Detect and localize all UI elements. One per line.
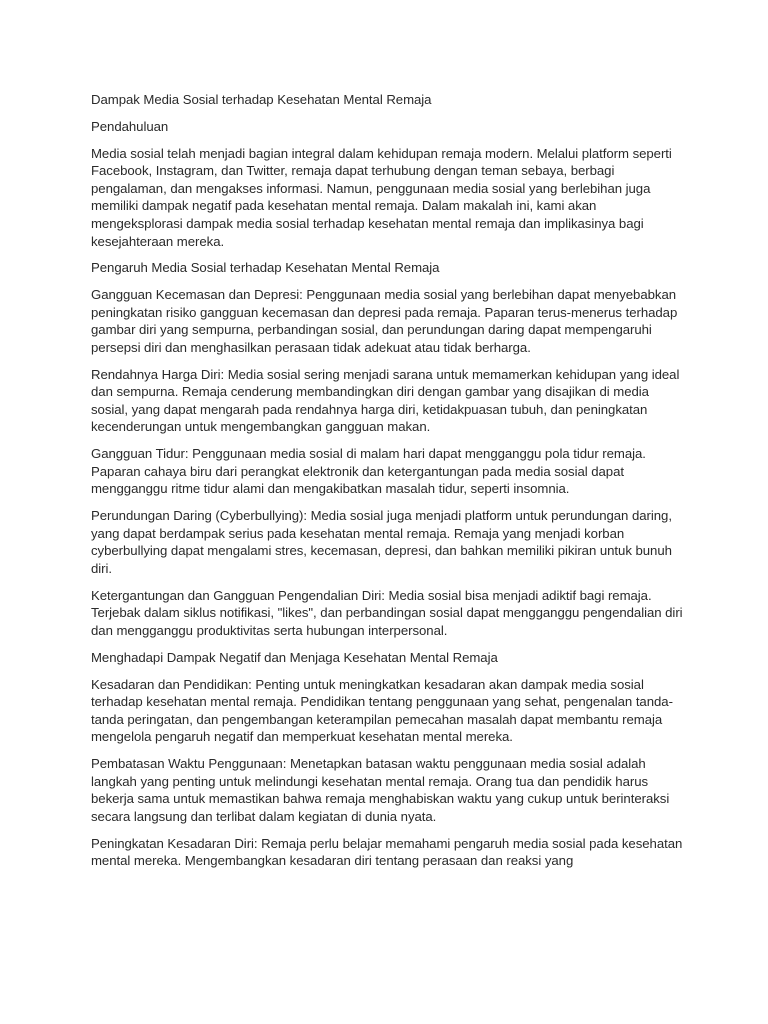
paragraph-addiction: Ketergantungan dan Gangguan Pengendalian Diri: Media sosial bisa menjadi adiktif bagi remaja. Terjebak dalam siklus notifikasi, "likes", dan perbandingan sosial dapat mengganggu pengendalian diri dan mengganggu produktivitas serta hubungan interpersonal. — [91, 587, 683, 638]
paragraph-time-limit: Pembatasan Waktu Penggunaan: Menetapkan batasan waktu penggunaan media sosial adalah langkah yang penting untuk melindungi kesehatan mental remaja. Orang tua dan pendidik harus bekerja sama untuk memastikan bahwa remaja menghabiskan waktu yang cukup untuk berinteraksi secara langsung dan terlibat dalam kegiatan di dunia nyata. — [91, 756, 670, 824]
section-heading-introduction: Pendahuluan — [91, 118, 169, 134]
paragraph-awareness-education: Kesadaran dan Pendidikan: Penting untuk meningkatkan kesadaran akan dampak media sosial terhadap kesehatan mental remaja. Pendidikan tentang penggunaan yang sehat, pengenalan tanda-tanda peringatan, dan pengembangan keterampilan pemecahan masalah dapat membantu remaja mengelola pengaruh negatif dan memperkuat kesehatan mental mereka. — [91, 676, 673, 745]
section-heading-coping: Menghadapi Dampak Negatif dan Menjaga Kesehatan Mental Remaja — [91, 649, 498, 665]
paragraph-anxiety-depression: Gangguan Kecemasan dan Depresi: Penggunaan media sosial yang berlebihan dapat menyebabkan peningkatan risiko gangguan kecemasan dan depresi pada remaja. Paparan terus-menerus terhadap gambar diri yang sempurna, perbandingan sosial, dan perundungan daring dapat mempengaruhi persepsi diri dan menghasilkan perasaan tidak adekuat atau tidak berharga. — [91, 287, 678, 355]
paragraph-introduction: Media sosial telah menjadi bagian integral dalam kehidupan remaja modern. Melalui platform seperti Facebook, Instagram, dan Twitter, remaja dapat terhubung dengan teman sebaya, berbagi pengalaman, dan mengakses informasi. Namun, penggunaan media sosial yang berlebihan juga memiliki dampak negatif pada kesehatan mental remaja. Dalam makalah ini, kami akan mengeksplorasi dampak media sosial terhadap kesehatan mental remaja dan implikasinya bagi kesejahteraan mereka. — [91, 145, 672, 249]
document-body — [91, 91, 689, 879]
paragraph-self-esteem: Rendahnya Harga Diri: Media sosial sering menjadi sarana untuk memamerkan kehidupan yang ideal dan sempurna. Remaja cenderung membandingkan diri dengan gambar yang disajikan di media sosial, yang dapat mengarah pada rendahnya harga diri, ketidakpuasan tubuh, dan peningkatan kecenderungan untuk mengembangkan gangguan makan. — [91, 366, 680, 435]
section-heading-influence: Pengaruh Media Sosial terhadap Kesehatan Mental Remaja — [91, 260, 440, 276]
paragraph-sleep-disorder: Gangguan Tidur: Penggunaan media sosial di malam hari dapat mengganggu pola tidur remaja. Paparan cahaya biru dari perangkat elektronik dan ketergantungan pada media sosial dapat mengganggu ritme tidur alami dan mengakibatkan masalah tidur, seperti insomnia. — [91, 446, 646, 497]
document-title: Dampak Media Sosial terhadap Kesehatan Mental Remaja — [91, 92, 432, 107]
paragraph-cyberbullying: Perundungan Daring (Cyberbullying): Media sosial juga menjadi platform untuk perundungan daring, yang dapat berdampak serius pada kesehatan mental remaja. Remaja yang menjadi korban cyberbullying dapat mengalami stres, kecemasan, depresi, dan bahkan memiliki pikiran untuk bunuh diri. — [91, 508, 672, 576]
paragraph-self-awareness: Peningkatan Kesadaran Diri: Remaja perlu belajar memahami pengaruh media sosial pada kesehatan mental mereka. Mengembangkan kesadaran diri tentang perasaan dan reaksi yang — [91, 835, 683, 869]
